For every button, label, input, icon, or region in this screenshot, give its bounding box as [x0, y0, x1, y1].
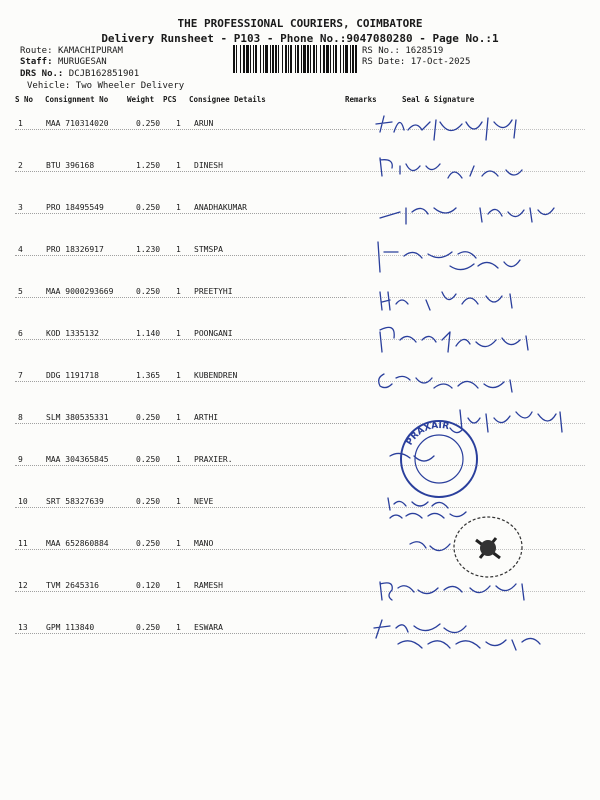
row-pcs: 1: [176, 329, 181, 338]
row-sno: 6: [18, 329, 23, 338]
row-consignment-no: TVM 2645316: [46, 581, 99, 590]
row-separator: [15, 423, 345, 424]
row-consignment-no: MAA 304365845: [46, 455, 109, 464]
row-pcs: 1: [176, 287, 181, 296]
row-separator: [15, 171, 345, 172]
row-pcs: 1: [176, 119, 181, 128]
row-consignee: NEVE: [194, 497, 214, 506]
row-separator: [15, 255, 345, 256]
route-label: Route:: [20, 46, 53, 56]
row-sno: 5: [18, 287, 23, 296]
drs-label: DRS No.:: [20, 69, 64, 79]
svg-text:PRAXAIR: [405, 421, 450, 447]
row-sno: 3: [18, 203, 23, 212]
table-row: [0, 230, 600, 272]
row-weight: 0.250: [136, 455, 161, 464]
staff-label: Staff:: [20, 57, 53, 67]
table-row: [0, 188, 600, 230]
row-weight: 0.250: [136, 287, 161, 296]
row-separator: [15, 297, 345, 298]
route-line: [20, 46, 123, 57]
table-row: [0, 104, 600, 146]
row-consignee: ESWARA: [194, 623, 223, 632]
row-weight: 1.230: [136, 245, 161, 254]
table-row: [0, 608, 600, 650]
row-consignment-no: DDG 1191718: [46, 371, 99, 380]
row-consignment-no: SRT 58327639: [46, 497, 104, 506]
row-consignee: KUBENDREN: [194, 371, 238, 380]
row-consignment-no: SLM 380535331: [46, 413, 109, 422]
row-pcs: 1: [176, 413, 181, 422]
row-separator: [15, 213, 345, 214]
row-separator: [15, 465, 345, 466]
table-row: [0, 440, 600, 482]
signature-icon: [370, 236, 600, 276]
row-consignment-no: PRO 18495549: [46, 203, 104, 212]
row-weight: 1.365: [136, 371, 161, 380]
table-row: [0, 398, 600, 440]
row-pcs: 1: [176, 581, 181, 590]
signature-icon: [370, 614, 600, 654]
signature-icon: [370, 362, 600, 402]
row-weight: 1.140: [136, 329, 161, 338]
company-title: THE PROFESSIONAL COURIERS, COIMBATORE: [177, 17, 423, 30]
rs-no-label: RS No.:: [362, 46, 400, 56]
row-pcs: 1: [176, 455, 181, 464]
row-weight: 0.250: [136, 623, 161, 632]
row-pcs: 1: [176, 497, 181, 506]
col-header-sno: S No: [15, 95, 34, 104]
row-separator: [15, 129, 345, 130]
dark-seal-stamp: [448, 512, 528, 582]
signature-icon: [370, 278, 600, 318]
row-pcs: 1: [176, 161, 181, 170]
staff-value: MURUGESAN: [57, 57, 107, 67]
row-consignment-no: PRO 18326917: [46, 245, 104, 254]
vehicle-value: Two Wheeler Delivery: [75, 81, 185, 91]
drs-value: DCJB162851901: [68, 69, 140, 79]
col-header-seal: Seal & Signature: [402, 95, 475, 104]
row-separator: [15, 507, 345, 508]
rs-no-line: [362, 46, 443, 57]
company-stamp: [398, 418, 480, 500]
signature-icon: [370, 194, 600, 234]
drs-line: [20, 69, 139, 80]
table-row: [0, 314, 600, 356]
vehicle-line: [27, 81, 184, 92]
row-sno: 4: [18, 245, 23, 254]
row-consignment-no: MAA 710314020: [46, 119, 109, 128]
rs-date-line: [362, 57, 470, 68]
row-consignee: RAMESH: [194, 581, 223, 590]
col-header-consignment: Consignment No: [45, 95, 109, 104]
staff-line: [20, 57, 107, 68]
row-sno: 1: [18, 119, 23, 128]
rs-date-label: RS Date:: [362, 57, 406, 67]
stamp-text: PRAXAIR: [404, 420, 451, 448]
row-consignment-no: BTU 396168: [46, 161, 95, 170]
row-consignment-no: GPM 113840: [46, 623, 95, 632]
row-weight: 0.250: [136, 203, 161, 212]
row-separator: [15, 549, 345, 550]
row-sno: 12: [18, 581, 28, 590]
row-consignment-no: MAA 9000293669: [46, 287, 114, 296]
col-header-pcs: PCS: [163, 95, 177, 104]
rs-date-value: 17-Oct-2025: [410, 57, 471, 67]
table-row: [0, 356, 600, 398]
vehicle-label: Vehicle:: [27, 81, 71, 91]
signature-icon: [370, 320, 600, 360]
row-sno: 9: [18, 455, 23, 464]
row-sno: 8: [18, 413, 23, 422]
row-consignment-no: MAA 652860884: [46, 539, 109, 548]
row-consignee: PREETYHI: [194, 287, 233, 296]
row-separator: [15, 339, 345, 340]
row-sno: 13: [18, 623, 28, 632]
row-sno: 7: [18, 371, 23, 380]
row-pcs: 1: [176, 245, 181, 254]
row-weight: 0.250: [136, 119, 161, 128]
row-consignee: MANO: [194, 539, 214, 548]
row-consignee: DINESH: [194, 161, 223, 170]
row-consignment-no: KOD 1335132: [46, 329, 99, 338]
row-weight: 0.250: [136, 413, 161, 422]
row-weight: 0.250: [136, 539, 161, 548]
row-weight: 0.120: [136, 581, 161, 590]
row-sno: 2: [18, 161, 23, 170]
row-separator: [15, 633, 345, 634]
table-row: [0, 146, 600, 188]
row-pcs: 1: [176, 203, 181, 212]
signature-icon: [370, 152, 600, 192]
row-consignee: STMSPA: [194, 245, 223, 254]
route-value: KAMACHIPURAM: [57, 46, 123, 56]
row-weight: 0.250: [136, 497, 161, 506]
col-header-remarks: Remarks: [345, 95, 377, 104]
signature-icon: [370, 110, 600, 150]
table-row: [0, 272, 600, 314]
row-consignee: ANADHAKUMAR: [194, 203, 247, 212]
row-sno: 11: [18, 539, 28, 548]
row-consignee: ARUN: [194, 119, 214, 128]
row-pcs: 1: [176, 623, 181, 632]
row-consignee: ARTHI: [194, 413, 219, 422]
row-consignee: PRAXIER.: [194, 455, 233, 464]
row-separator: [15, 381, 345, 382]
rs-no-value: 1628519: [405, 46, 444, 56]
row-consignee: POONGANI: [194, 329, 233, 338]
row-sno: 10: [18, 497, 28, 506]
runsheet-title: Delivery Runsheet - P103 - Phone No.:9047080280 - Page No.:1: [101, 32, 499, 45]
barcode: [233, 45, 357, 73]
row-separator: [15, 591, 345, 592]
col-header-weight: Weight: [127, 95, 155, 104]
row-pcs: 1: [176, 539, 181, 548]
row-weight: 1.250: [136, 161, 161, 170]
col-header-consignee: Consignee Details: [189, 95, 266, 104]
row-pcs: 1: [176, 371, 181, 380]
